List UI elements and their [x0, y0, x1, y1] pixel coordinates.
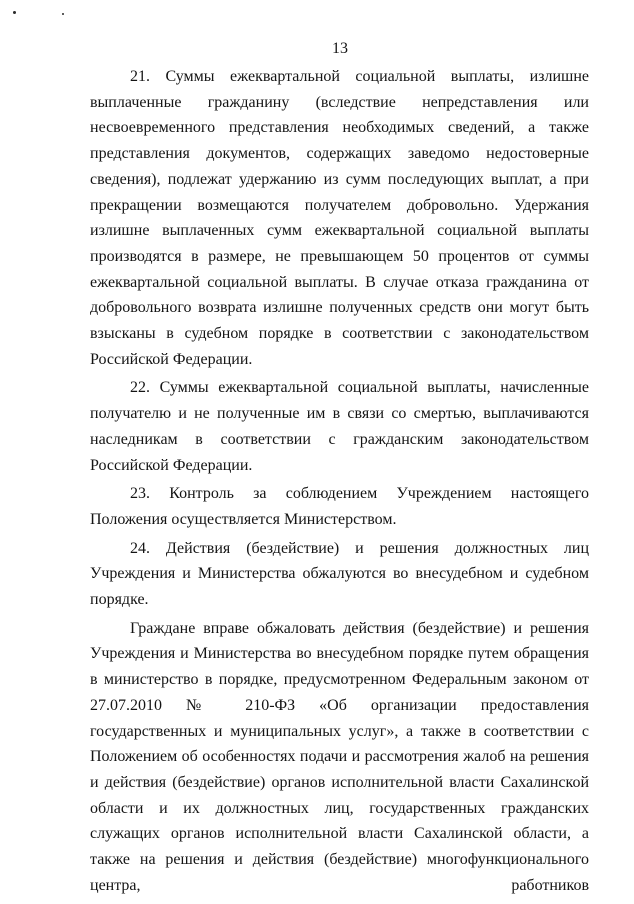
- paragraph-appeal-rights: Граждане вправе обжаловать действия (бездействие) и решения Учреждения и Министерства во внесудебном порядке путем обращения в министерство в порядке, предусмотренном Федеральным законом от 27.07.2010 № 210-ФЗ «Об организации предоставления государственных и муниципальных услуг», а также в соответствии с Положением об особенностях подачи и рассмотрения жалоб на решения и действия (бездействие) органов исполнительной власти Сахалинской области и их должностных лиц, государственных гражданских служащих органов исполнительной власти Сахалинской области, а также на решения и действия (бездействие) многофункционального центра, работников: [90, 619, 589, 894]
- paragraph-24: 24. Действия (бездействие) и решения должностных лиц Учреждения и Министерства обжалуются во внесудебном и судебном порядке.: [90, 539, 589, 609]
- scan-speck: [62, 13, 64, 15]
- page-number: 13: [332, 40, 348, 57]
- paragraph-23: 23. Контроль за соблюдением Учреждением настоящего Положения осуществляется Министерством.: [90, 485, 589, 528]
- paragraph-22: 22. Суммы ежеквартальной социальной выплаты, начисленные получателю и не полученные им в связи со смертью, выплачиваются наследникам в соответствии с гражданским законодательством Российской Федерации.: [90, 379, 589, 474]
- paragraph-21: 21. Суммы ежеквартальной социальной выплаты, излишне выплаченные гражданину (вследствие непредставления или несвоевременного представления необходимых сведений, а также представления документов, содержащих заведомо недостоверные сведения), подлежат удержанию из сумм последующих выплат, а при прекращении возмещаются получателем добровольно. Удержания излишне выплаченных сумм ежеквартальной социальной выплаты производятся в размере, не превышающем 50 процентов от суммы ежеквартальной социальной выплаты. В случае отказа гражданина от добровольного возврата излишне полученных средств они могут быть взысканы в судебном порядке в соответствии с законодательством Российской Федерации.: [90, 68, 589, 368]
- scan-speck: [13, 11, 16, 14]
- document-body: [90, 64, 589, 902]
